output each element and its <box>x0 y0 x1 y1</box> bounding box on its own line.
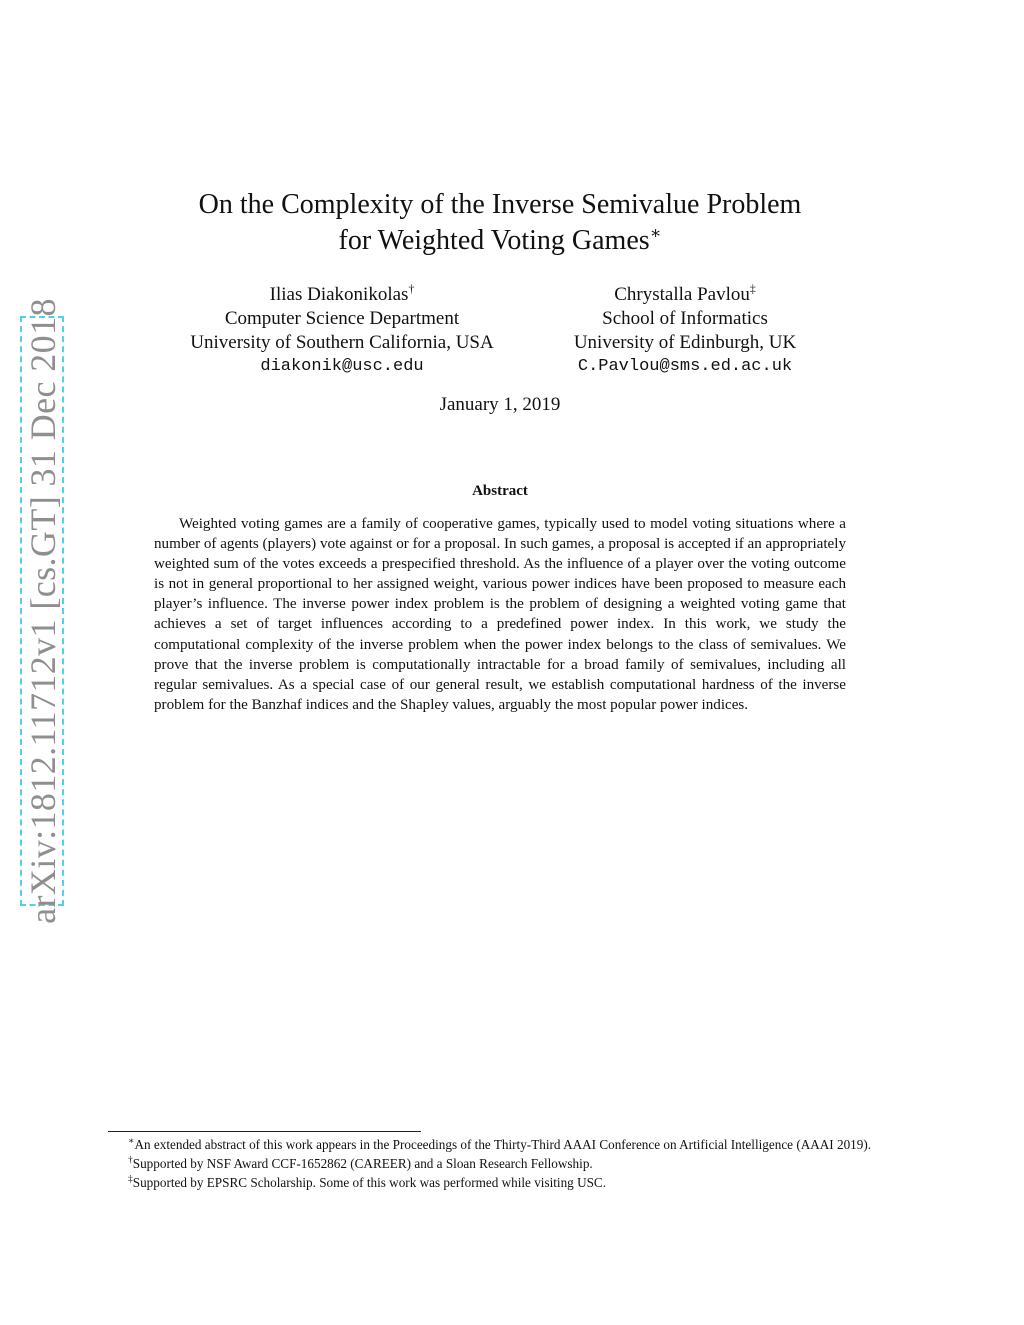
author-name-row <box>540 283 830 307</box>
author-email[interactable]: C.Pavlou@sms.ed.ac.uk <box>577 357 793 376</box>
footnote-3 <box>108 1173 894 1192</box>
abstract-heading: Abstract <box>472 483 528 499</box>
footnote-divider <box>108 1131 421 1132</box>
footnotes <box>108 1135 894 1192</box>
footnote-1 <box>108 1135 894 1154</box>
author-name: Chrystalla Pavlou <box>614 284 750 305</box>
author-block-2 <box>540 283 830 379</box>
footnote-mark: ∗ <box>128 1136 135 1147</box>
footnote-mark: † <box>128 1155 133 1166</box>
author-institution: University of Southern California, USA <box>190 332 494 353</box>
footnote-2 <box>108 1154 894 1173</box>
publication-date: January 1, 2019 <box>439 394 561 415</box>
author-department: School of Informatics <box>602 308 768 329</box>
author-name-row <box>158 283 526 307</box>
author-name: Ilias Diakonikolas <box>269 284 409 305</box>
author-institution: University of Edinburgh, UK <box>573 332 797 353</box>
author-email[interactable]: diakonik@usc.edu <box>260 357 424 376</box>
footnote-text: Supported by NSF Award CCF-1652862 (CAREER) and a Sloan Research Fellowship. <box>132 1156 593 1171</box>
abstract-body: Weighted voting games are a family of cooperative games, typically used to model voting situations where a number of agents (players) vote against or for a proposal. In such games, a proposal is accepted if an appropriately weighted sum of the votes exceeds a prespecified threshold. As the influence of a player over the voting outcome is not in general proportional to her assigned weight, various power indices have been proposed to measure each player’s influence. The inverse power index problem is the problem of designing a weighted voting game that achieves a set of target influences according to a predefined power index. In this work, we study the computational complexity of the inverse problem when the power index belongs to the class of semivalues. We prove that the inverse problem is computationally intractable for a broad family of semivalues, including all regular semivalues. As a special case of our general result, we establish computational hardness of the inverse problem for the Banzhaf indices and the Shapley values, arguably the most popular power indices. <box>154 516 846 713</box>
author-department: Computer Science Department <box>224 308 460 329</box>
footnote-text: An extended abstract of this work appears in the Proceedings of the Thirty-Third AAAI Conference on Artificial Intelligence (AAAI 2019). <box>134 1137 872 1152</box>
paper-title <box>0 187 1000 259</box>
author-footnote-mark: † <box>408 282 415 296</box>
title-footnote-mark: ∗ <box>649 223 662 243</box>
arxiv-identifier: arXiv:1812.11712v1 [cs.GT] 31 Dec 2018 <box>23 298 63 924</box>
title-line-2 <box>0 223 1000 259</box>
footnote-text: Supported by EPSRC Scholarship. Some of this work was performed while visiting USC. <box>132 1175 607 1190</box>
author-block-1 <box>158 283 526 379</box>
title-line-2-text: for Weighted Voting Games <box>338 225 650 256</box>
title-line-1: On the Complexity of the Inverse Semivalue Problem <box>198 189 802 220</box>
author-footnote-mark: ‡ <box>749 282 756 296</box>
footnote-mark: ‡ <box>128 1174 133 1185</box>
